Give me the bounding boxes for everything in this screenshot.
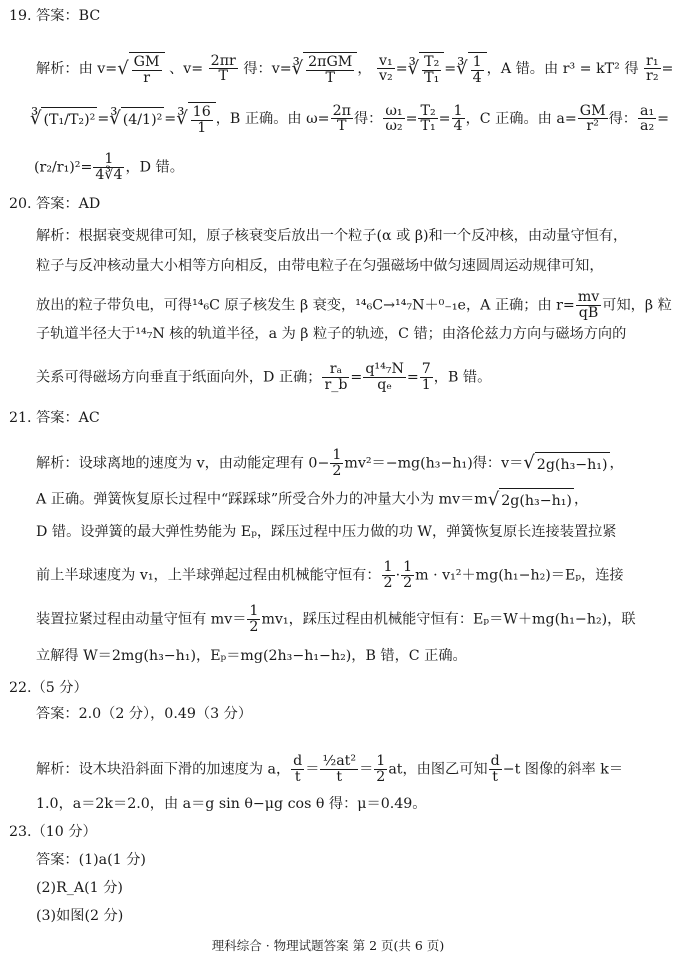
fraction xyxy=(291,754,304,785)
fraction xyxy=(401,560,414,591)
q20-line-1: 解析：根据衰变规律可知，原子核衰变后放出一个粒子(α 或 β)和一个反冲核，由动量守恒有， xyxy=(36,228,628,244)
q19-line-2 xyxy=(30,102,669,136)
text: 得：v= xyxy=(243,60,292,77)
q23-line-3: (3)如图(2 分) xyxy=(36,908,124,924)
denominator: 4 xyxy=(453,118,463,135)
denominator: 2 xyxy=(403,574,413,591)
text: = xyxy=(444,60,457,77)
denominator: 4∛4 xyxy=(95,166,123,183)
text: = xyxy=(657,110,670,127)
text: ＝ xyxy=(359,761,374,778)
q22-line-1 xyxy=(36,754,623,785)
denominator: 1 xyxy=(197,119,207,136)
fraction xyxy=(418,104,437,135)
fraction xyxy=(644,54,660,85)
denominator: T xyxy=(325,69,335,86)
q21-line-5 xyxy=(36,604,636,635)
text: = xyxy=(405,110,418,127)
text: 得： xyxy=(353,110,383,127)
denominator: 4 xyxy=(472,69,482,86)
text: 装置拉紧过程由动量守恒有 mv＝ xyxy=(36,611,247,628)
denominator: ω₂ xyxy=(385,118,403,135)
numerator: 1 xyxy=(376,753,386,769)
sqrt-symbol: √ xyxy=(523,452,535,474)
text: = xyxy=(350,369,363,386)
fraction xyxy=(638,104,656,135)
sqrt-body: (T₁/T₂)² xyxy=(41,107,97,130)
sqrt-body xyxy=(303,52,357,86)
text: v= xyxy=(97,60,118,77)
text: 前上半球速度为 v₁，上半球弹起过程由机械能守恒有： xyxy=(36,567,381,584)
denominator: 2 xyxy=(383,574,393,591)
text: 、v= xyxy=(169,60,204,77)
denominator: t xyxy=(336,768,343,785)
denominator: t xyxy=(294,768,301,785)
text: = xyxy=(97,110,110,127)
numerator: GM xyxy=(133,54,160,70)
sqrt-body xyxy=(468,52,487,86)
q20-line-2: 粒子与反冲核动量大小相等方向相反，由带电粒子在匀强磁场中做匀速圆周运动规律可知， xyxy=(36,258,604,274)
text: = xyxy=(661,60,673,77)
text: ，B 错。 xyxy=(433,369,492,386)
fraction xyxy=(576,290,601,321)
text: at，由图乙可知 xyxy=(388,761,488,778)
q23-line-2: (2)R_A(1 分) xyxy=(36,880,123,896)
denominator: r xyxy=(143,69,150,86)
denominator: 2 xyxy=(249,618,259,635)
text: ，A 错。由 r³ = kT² 得 xyxy=(486,60,639,77)
numerator: v₁ xyxy=(379,52,393,69)
fraction xyxy=(420,362,433,393)
text: 关系可得磁场方向垂直于纸面向外，D 正确； xyxy=(36,369,322,386)
q20-line-3 xyxy=(36,290,672,321)
numerator: mv xyxy=(577,289,600,305)
numerator: T₂ xyxy=(420,102,436,119)
q22-answer: 答案：2.0（2 分），0.49（3 分） xyxy=(36,706,253,722)
numerator: GM xyxy=(579,102,606,119)
text: = xyxy=(438,110,451,127)
sqrt-body xyxy=(188,102,216,136)
numerator: d xyxy=(293,753,303,769)
text: = xyxy=(406,369,419,386)
denominator: r₂ xyxy=(646,68,659,85)
numerator: T₂ xyxy=(424,54,440,70)
cbrt-symbol: ∛ xyxy=(456,57,468,79)
denominator: T₁ xyxy=(424,69,440,86)
numerator: 1 xyxy=(383,559,393,575)
numerator: 1 xyxy=(472,54,482,70)
numerator: 2π xyxy=(332,102,351,119)
text: ， xyxy=(609,455,624,472)
text: = xyxy=(395,60,408,77)
numerator: rₐ xyxy=(322,362,349,378)
numerator: 2πGM xyxy=(308,54,353,70)
numerator: a₁ xyxy=(640,102,655,119)
fraction xyxy=(330,448,343,479)
q21-line-3: D 错。设弹簧的最大弹性势能为 Eₚ，踩压过程中压力做的功 W，弹簧恢复原长连接装置拉紧 xyxy=(36,524,617,540)
text: 可知，β 粒 xyxy=(602,297,672,314)
cbrt-symbol: ∛ xyxy=(109,107,121,129)
denominator: 2 xyxy=(332,462,342,479)
cbrt-symbol: ∛ xyxy=(176,107,188,129)
fraction xyxy=(377,54,395,85)
text: ， xyxy=(357,60,372,77)
denominator: 1 xyxy=(421,376,431,393)
fraction xyxy=(578,104,608,135)
sqrt-symbol: √ xyxy=(487,488,500,510)
page-footer: 理科综合 · 物理试题答案 第 2 页(共 6 页) xyxy=(211,938,445,953)
sqrt-body: (4/1)² xyxy=(121,107,165,130)
text: 解析：设木块沿斜面下滑的加速度为 a， xyxy=(36,761,291,778)
text: m · v₁²＋mg(h₁−h₂)＝Eₚ，连接 xyxy=(415,567,624,584)
text: 解析：设球离地的速度为 v，由动能定理有 0− xyxy=(36,455,330,472)
denominator: a₂ xyxy=(640,118,655,135)
fraction xyxy=(191,105,213,136)
text: ＝ xyxy=(305,761,320,778)
text: mv₁，踩压过程由机械能守恒有：Eₚ＝W＋mg(h₁−h₂)，联 xyxy=(261,611,636,628)
numerator: 1 xyxy=(403,559,413,575)
text: −t 图像的斜率 k＝ xyxy=(502,761,624,778)
q23-line-1: 答案：(1)a(1 分) xyxy=(36,852,146,868)
text: A 正确。弹簧恢复原长过程中“踩踩球”所受合外力的冲量大小为 mv＝m xyxy=(36,491,488,508)
text: = xyxy=(80,159,93,176)
denominator: t xyxy=(492,768,498,785)
denominator: r² xyxy=(586,118,599,135)
text: · xyxy=(395,567,401,584)
fraction xyxy=(422,55,441,86)
numerator: r₁ xyxy=(646,52,659,69)
fraction xyxy=(320,754,358,785)
cbrt-symbol: ∛ xyxy=(291,57,304,79)
numerator: ½at² xyxy=(322,753,357,769)
text: 放出的粒子带负电，可得¹⁴₆C 原子核发生 β 衰变，¹⁴₆C→¹⁴₇N＋⁰₋₁e，A 正确；由 r= xyxy=(36,297,575,314)
sqrt-body xyxy=(419,52,444,86)
numerator: ω₁ xyxy=(385,102,403,119)
numerator: 16 xyxy=(192,104,211,120)
text: ，C 正确。由 a= xyxy=(465,110,577,127)
numerator: 1 xyxy=(93,152,124,168)
q19-line-3 xyxy=(34,152,184,183)
sqrt-body: 2g(h₃−h₁) xyxy=(499,488,574,511)
q21-line-2 xyxy=(36,488,588,511)
fraction xyxy=(322,362,349,393)
fraction xyxy=(132,55,162,86)
numerator: d xyxy=(490,753,500,769)
fraction xyxy=(452,104,465,135)
text: = xyxy=(164,110,177,127)
q19-line-1 xyxy=(36,52,673,86)
q22-line-2: 1.0，a＝2k＝2.0，由 a＝g sin θ−μg cos θ 得：μ＝0.49。 xyxy=(36,796,427,812)
fraction xyxy=(363,362,406,393)
denominator: T xyxy=(218,68,228,85)
denominator: T xyxy=(337,118,347,135)
text: ，B 正确。由 ω= xyxy=(215,110,330,127)
denominator: v₂ xyxy=(379,68,393,85)
denominator: r_b xyxy=(324,376,348,393)
numerator: q¹⁴₇N xyxy=(365,361,404,377)
fraction xyxy=(306,55,354,86)
q21-line-1 xyxy=(36,448,624,479)
numerator: 2πr xyxy=(210,52,236,69)
cbrt-symbol: ∛ xyxy=(407,57,420,79)
denominator: T₁ xyxy=(420,118,436,135)
text: ，D 错。 xyxy=(125,159,184,176)
q20-line-5 xyxy=(36,362,491,393)
q21-header: 21. 答案：AC xyxy=(9,410,100,426)
q23-header: 23.（10 分） xyxy=(9,824,97,840)
cbrt-symbol: ∛ xyxy=(30,107,42,129)
fraction xyxy=(383,104,404,135)
fraction xyxy=(93,152,124,183)
numerator: 7 xyxy=(421,361,431,377)
q21-line-4 xyxy=(36,560,624,591)
fraction xyxy=(247,604,260,635)
fraction xyxy=(374,754,387,785)
numerator: 1 xyxy=(249,603,259,619)
text: mv²＝−mg(h₃−h₁)得：v＝ xyxy=(344,455,524,472)
fraction xyxy=(209,54,238,85)
denominator: 2 xyxy=(376,768,386,785)
fraction xyxy=(471,55,484,86)
numerator: 1 xyxy=(453,102,463,119)
text: 得： xyxy=(608,110,637,127)
sqrt-body xyxy=(129,52,165,86)
text: (r₂/r₁)² xyxy=(34,159,81,176)
fraction xyxy=(331,104,353,135)
text: 解析：由 xyxy=(36,60,93,77)
denominator: qB xyxy=(578,304,599,321)
fraction xyxy=(382,560,395,591)
q20-header: 20. 答案：AD xyxy=(9,196,101,212)
q19-header: 19. 答案：BC xyxy=(9,8,101,24)
text: ， xyxy=(573,491,589,508)
denominator: qₑ xyxy=(377,376,392,393)
sqrt-symbol: √ xyxy=(117,57,129,79)
sqrt-body: 2g(h₃−h₁) xyxy=(535,452,610,475)
numerator: 1 xyxy=(332,447,342,463)
q20-line-4: 子轨道半径大于¹⁴₇N 核的轨道半径，a 为 β 粒子的轨迹，C 错；由洛伦兹力方向与磁场方向的 xyxy=(36,326,627,342)
fraction xyxy=(489,754,502,785)
q21-line-6: 立解得 W＝2mg(h₃−h₁)，Eₚ＝mg(2h₃−h₁−h₂)，B 错，C 正确。 xyxy=(36,648,467,664)
q22-header: 22.（5 分） xyxy=(9,680,88,696)
